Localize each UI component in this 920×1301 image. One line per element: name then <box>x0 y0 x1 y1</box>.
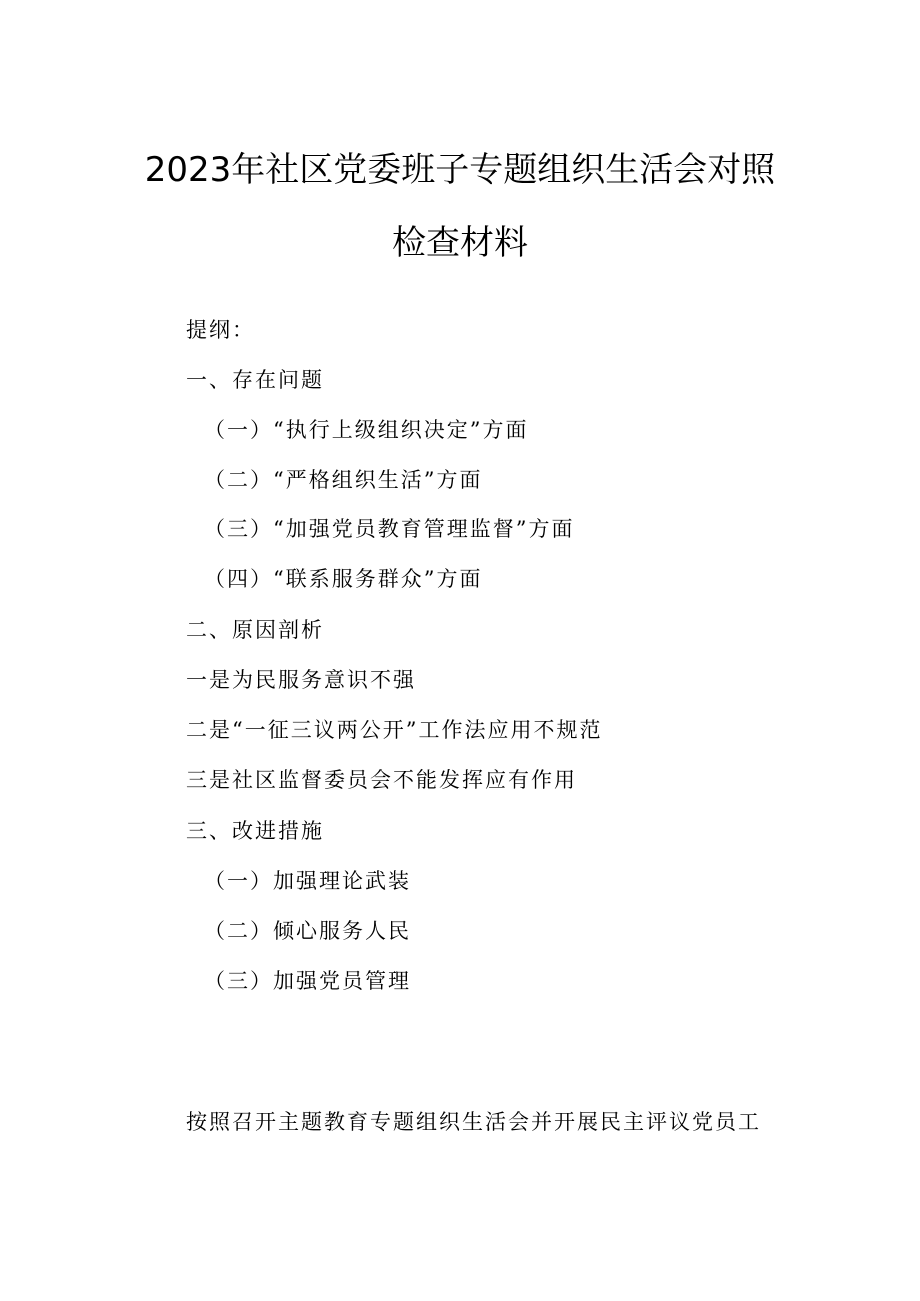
document-title-line-1: 2023年社区党委班子专题组织生活会对照 <box>144 150 776 190</box>
document-title-line-2: 检查材料 <box>392 223 528 263</box>
list-item: （四）“联系服务群众”方面 <box>204 567 483 591</box>
list-item: （一）加强理论武装 <box>204 869 411 893</box>
list-item: 一是为民服务意识不强 <box>186 668 416 692</box>
list-item: （二）倾心服务人民 <box>204 919 411 943</box>
list-item: （三）加强党员管理 <box>204 969 411 993</box>
section-heading-problems: 一、存在问题 <box>186 368 324 392</box>
section-heading-measures: 三、改进措施 <box>186 819 324 843</box>
list-item: （二）“严格组织生活”方面 <box>204 468 483 492</box>
outline-label: 提纲： <box>186 318 255 342</box>
list-item: 三是社区监督委员会不能发挥应有作用 <box>186 768 577 792</box>
list-item: （三）“加强党员教育管理监督”方面 <box>204 517 575 541</box>
list-item: 二是“一征三议两公开”工作法应用不规范 <box>186 718 603 742</box>
section-heading-causes: 二、原因剖析 <box>186 618 324 642</box>
body-paragraph: 按照召开主题教育专题组织生活会并开展民主评议党员工 <box>186 1110 761 1134</box>
list-item: （一）“执行上级组织决定”方面 <box>204 418 529 442</box>
